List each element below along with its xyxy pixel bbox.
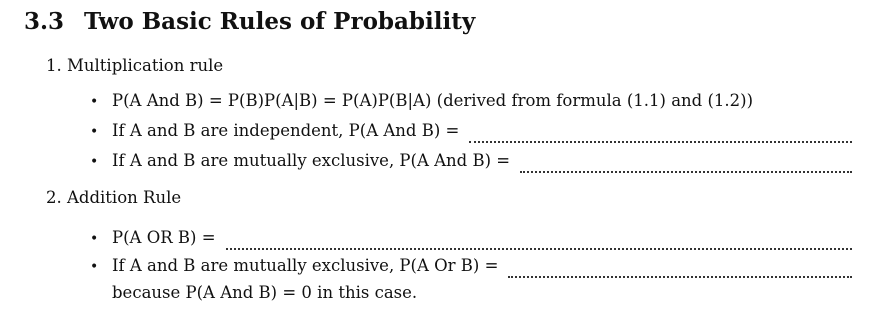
- multiplication-rule-heading: 1. Multiplication rule: [46, 56, 224, 75]
- answer-blank-dotted-line: [520, 159, 852, 173]
- bullet-text: If A and B are mutually exclusive, P(A And B) =: [112, 151, 511, 170]
- bullet-text: If A and B are mutually exclusive, P(A Or B) =: [112, 256, 499, 275]
- bullet-dot-icon: •: [90, 124, 99, 140]
- addition-bullet-1: [90, 228, 852, 252]
- answer-blank-dotted-line: [226, 236, 852, 250]
- bullet-dot-icon: •: [90, 154, 99, 170]
- addition-bullet-2: [90, 256, 852, 280]
- addition-bullet-2-continuation: because P(A And B) = 0 in this case.: [112, 283, 418, 302]
- section-heading: [24, 8, 475, 35]
- bullet-text: P(A OR B) =: [112, 228, 216, 247]
- bullet-text: If A and B are independent, P(A And B) =: [112, 121, 460, 140]
- bullet-dot-icon: •: [90, 94, 99, 110]
- addition-rule-heading: 2. Addition Rule: [46, 188, 182, 207]
- multiplication-bullet-1: [90, 91, 852, 115]
- section-title: Two Basic Rules of Probability: [84, 8, 476, 35]
- section-number: 3.3: [24, 8, 65, 35]
- bullet-dot-icon: •: [90, 259, 99, 275]
- multiplication-bullet-3: [90, 151, 852, 175]
- answer-blank-dotted-line: [508, 264, 852, 278]
- bullet-dot-icon: •: [90, 231, 99, 247]
- multiplication-bullet-2: [90, 121, 852, 145]
- bullet-text: P(A And B) = P(B)P(A|B) = P(A)P(B|A) (derived from formula (1.1) and (1.2)): [112, 91, 754, 110]
- answer-blank-dotted-line: [469, 129, 852, 143]
